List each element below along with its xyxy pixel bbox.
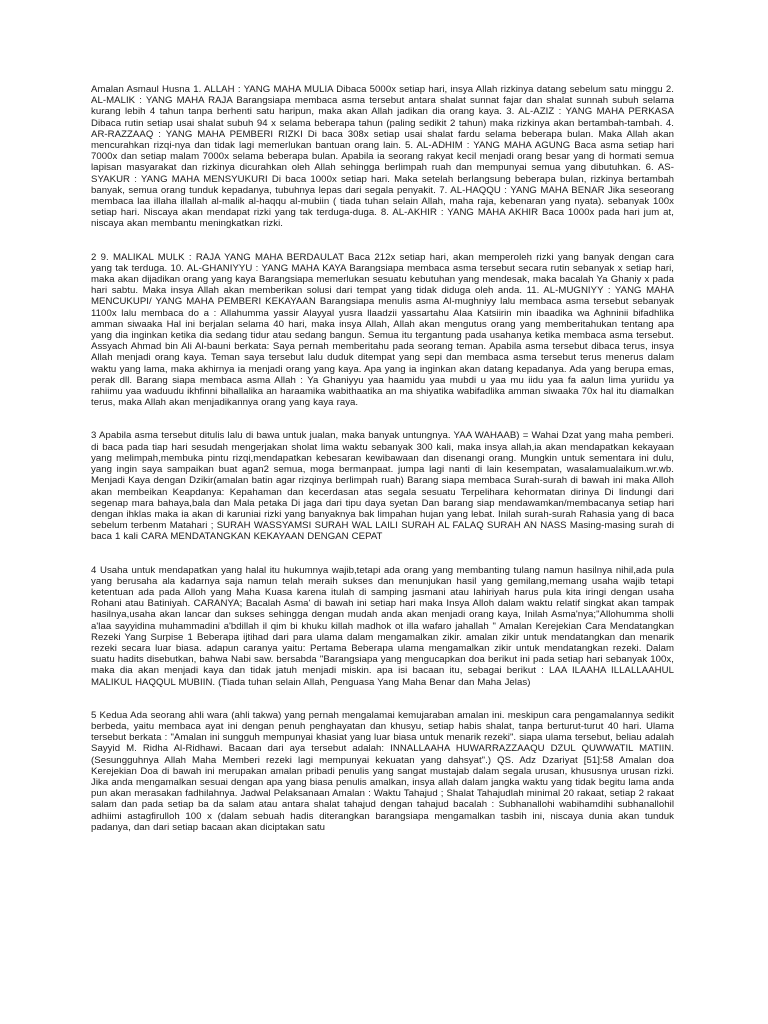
paragraph-5: 5 Kedua Ada seorang ahli wara (ahli takwa) yang pernah mengalamai kemujaraban amalan ini. meskipun cara pengamalannya sedikit berbeda, yaitu membaca ayat ini dengan penuh penghayatan dan khusyu, setiap habis shalat, tanpa berturut-turut 40 hari. Ulama tersebut berkata : "Amalan ini sungguh mempunyai khasiat yang luar biasa untuk menarik rezeki". siapa ulama tersebut, beliau adalah Sayyid M. Ridha Al-Ridhawi. Bacaan dari aya tersebut adalah: INNALLAAHA HUWARRAZZAAQU DZUL QUWWATIL MATIIN. (Sesungguhnya Allah Maha Memberi rezeki lagi mempunyai kekuatan yang dahsyat".) QS. Adz Dzariyat [51]:58 Amalan doa Kerejekian Doa di bawah ini merupakan amalan pribadi penulis yang sangat mustajab dalam segala urusan, khususnya urusan rizki. Jika anda mengamalkan sesuai dengan apa yang biasa penulis amalkan, insya allah dalam jangka waktu yang tidak begitu lama anda pun akan merasakan fadhilahnya. Jadwal Pelaksanaan Amalan : Waktu Tahajud ; Shalat Tahajudlah minimal 20 rakaat, setiap 2 rakaat salam dan pada setiap ba da salam atau antara shalat tahajud dengan tahajud bacalah : Subhanallohi wabihamdihi subhanallohil adhiimi astagfirulloh 100 x (dalam sebuah hadis diterangkan barangsiapa mengamalkan tasbih ini, niscaya dunia akan tunduk padanya, dan dari setiap bacaan akan diciptakan satu — [91, 709, 674, 833]
paragraph-1: Amalan Asmaul Husna 1. ALLAH : YANG MAHA MULIA Dibaca 5000x setiap hari, insya Allah rizkinya datang sebelum satu minggu 2. AL-MALIK : YANG MAHA RAJA Barangsiapa membaca asma tersebut antara shalat sunnat fajar dan shalat sunnah subuh selama kurang lebih 4 tahun tanpa berhenti satu haripun, maka akan Allah jadikan dia orang kaya. 3. AL-AZIZ : YANG MAHA PERKASA Dibaca rutin setiap usai shalat subuh 94 x selama beberapa tahun (paling sedikit 2 tahun) maka rizkinya akan bertambah-tambah. 4. AR-RAZZAAQ : YANG MAHA PEMBERI RIZKI Di baca 308x setiap usai shalat fardu selama beberapa bulan. Maka Allah akan mencurahkan rizqi-nya dan tidak lagi memerlukan bantuan orang lain. 5. AL-ADHIM : YANG MAHA AGUNG Baca asma setiap hari 7000x dan setiap malam 7000x selama beberapa bulan. Apabila ia seorang rakyat kecil menjadi orang besar yang di hormati semua lapisan masyarakat dan rizkinya dicurahkan oleh Allah sehingga berlimpah ruah dan mempunyai semua yang dibutuhkan. 6. AS-SYAKUR : YANG MAHA MENSYUKURI Di baca 1000x setiap hari. Maka setelah berlangsung beberapa bulan, rizkinya bertambah banyak, semua orang tunduk kepadanya, tubuhnya lepas dari segala penyakit. 7. AL-HAQQU : YANG MAHA BENAR Jika seseorang membaca laa illaha illallah al-malik al-haqqu al-mubiin ( tiada tuhan selain Allah, maha raja, kebenaran yang nyata). sebanyak 100x setiap hari. Niscaya akan mendapat rizki yang tak terduga-duga. 8. AL-AKHIR : YANG MAHA AKHIR Baca 1000x pada hari jum at, niscaya akan membantu meningkatkan rizki. — [91, 84, 674, 230]
document-page — [91, 84, 674, 833]
paragraph-4: 4 Usaha untuk mendapatkan yang halal itu hukumnya wajib,tetapi ada orang yang membanting tulang namun hasilnya nihil,ada pula yang berusaha ala kadarnya saja namun telah meraih sukses dan menunjukan hasil yang gemilang,memang usaha wajib tetapi ketentuan ada pada Alloh yang Maha Kuasa karena itulah di samping jasmani atau lahiriyah harus pula kita iringi dengan usaha Rohani atau Batiniyah. CARANYA; Bacalah Asma' di bawah ini setiap hari maka Insya Alloh dalam waktu relatif singkat akan tampak hasilnya,usaha akan lancar dan sukses sehingga dengan mudah anda akan menjadi orang kaya, Inilah Asma'nya;"Allohumma sholli a'laa sayyidina muhammadini a'bdillah il qim bi khuku killah madhok ot illa wafaro jahallah " Amalan Kerejekian Cara Mendatangkan Rezeki Yang Surpise 1 Beberapa ijtihad dari para ulama dalam mengamalkan zikir. amalan zikir untuk mendatangkan dan menarik rezeki secara luar biasa. adapun caranya yaitu: Pertama Beberapa ulama mengamalkan zikir untuk mendatangkan rezeki. Dalam suatu hadits disebutkan, bahwa Nabi saw. bersabda "Barangsiapa yang mengucapkan doa berikut ini pada setiap hari sebanyak 100x, maka dia akan menjadi kaya dan tidak jatuh menjadi miskin. apa isi bacaan itu, sebagai berikut : LAA ILAAHA ILLALLAAHUL MALIKUL HAQQUL MUBIIN. (Tiada tuhan selain Allah, Penguasa Yang Maha Benar dan Maha Jelas) — [91, 564, 674, 688]
paragraph-3: 3 Apabila asma tersebut ditulis lalu di bawa untuk jualan, maka banyak untungnya. YAA WAHAAB) = Wahai Dzat yang maha pemberi. di baca pada tiap hari sesudah mengerjakan sholat lima waktu sebanyak 300 kali, maka insya allah,ia akan mendapatkan kekayaan yang melimpah,membuka pintu rizqi,mendapatkan kebesaran kewibawaan dan disenangi orang. Mungkin untuk sementara ini dulu, yang ingin saya sampaikan buat agan2 semua, moga bermanpaat. jumpa lagi nanti di lain kesempatan, wasalamualaikum.wr.wb. Menjadi Kaya dengan Dzikir(amalan batin agar rizqinya berlimpah ruah) Barang siapa membaca Surah-surah di bawah ini maka Alloh akan membeikan Keapdanya: Kepahaman dan kecerdasan atas segala sesuatu Terpelihara kehormatan dirinya Di lindungi dari segenap mara bahaya,bala dan Mala petaka Di jaga dari tipu daya syetan Dan barang siap mendawamkan/membacanya setiap hari dengan ihklas maka ia akan di karuniai rizki yang banyaknya bak limpahan hujan yang lebat. Inilah surah-surah Rahasia yang di baca sebelum terbenm Matahari ; SURAH WASSYAMSI SURAH WAL LAILI SURAH AL FALAQ SURAH AN NASS Masing-masing surah di baca 1 kali CARA MENDATANGKAN KEKAYAAN DENGAN CEPAT — [91, 430, 674, 543]
paragraph-2: 2 9. MALIKAL MULK : RAJA YANG MAHA BERDAULAT Baca 212x setiap hari, akan memperoleh rizki yang banyak dengan cara yang tak terduga. 10. AL-GHANIYYU : YANG MAHA KAYA Barangsiapa membaca asma tersebut secara rutin sebanyak x setiap hari, maka akan dijadikan orang yang kaya Barangsiapa memerlukan sesuatu kebutuhan yang mendesak, maka bacalah Ya Ghaniy x pada hari sabtu. Maka insya Allah akan memberikan solusi dari tempat yang tidak diduga oleh anda. 11. AL-MUGNIYY : YANG MAHA MENCUKUPI/ YANG MAHA PEMBERI KEKAYAAN Barangsiapa menulis asma Al-mughniyy lalu membaca asma tersebut sebanyak 1100x lalu membaca do a : Allahumma yassir Alayyal yusra llaadzii yassartahu Alaa Katsiirin min ibaadika wa Aghninii bifadhlika amman siwaaka Hal ini berjalan selama 40 hari, maka insya Allah, Allah akan mengutus orang yang memberitahukan tentang apa yang dia inginkan ketika dia sedang tidur atau sedang bangun. Semua itu tergantung pada usahanya ketika membaca asma tersebut. Assyach Ahmad bin Ali Al-bauni berkata: Saya pernah memberitahu pada seorang teman. Apabila asma tersebut dibaca terus, insya Allah menjadi orang kaya. Teman saya tersebut lalu duduk ditempat yang sepi dan membaca asma tersebut terus menerus dalam waktu yang lama, maka akhirnya ia menjadi orang yang kaya. Apa yang ia inginkan akan datang kepadanya. Ada yang berupa emas, perak dll. Barang siapa membaca asma Allah : Ya Ghaniyyu yaa haamidu yaa mubdi u yaa mu iidu yaa fa aalun lima yuriidu ya rahiimu yaa waduudu ikhfinni bihallalika an haraamika wabithaatika an ma shiyatika wabifadlika amman siwaaka 70x hal itu diamalkan terus, maka Allah akan menjadikannya orang yang kaya raya. — [91, 251, 674, 409]
